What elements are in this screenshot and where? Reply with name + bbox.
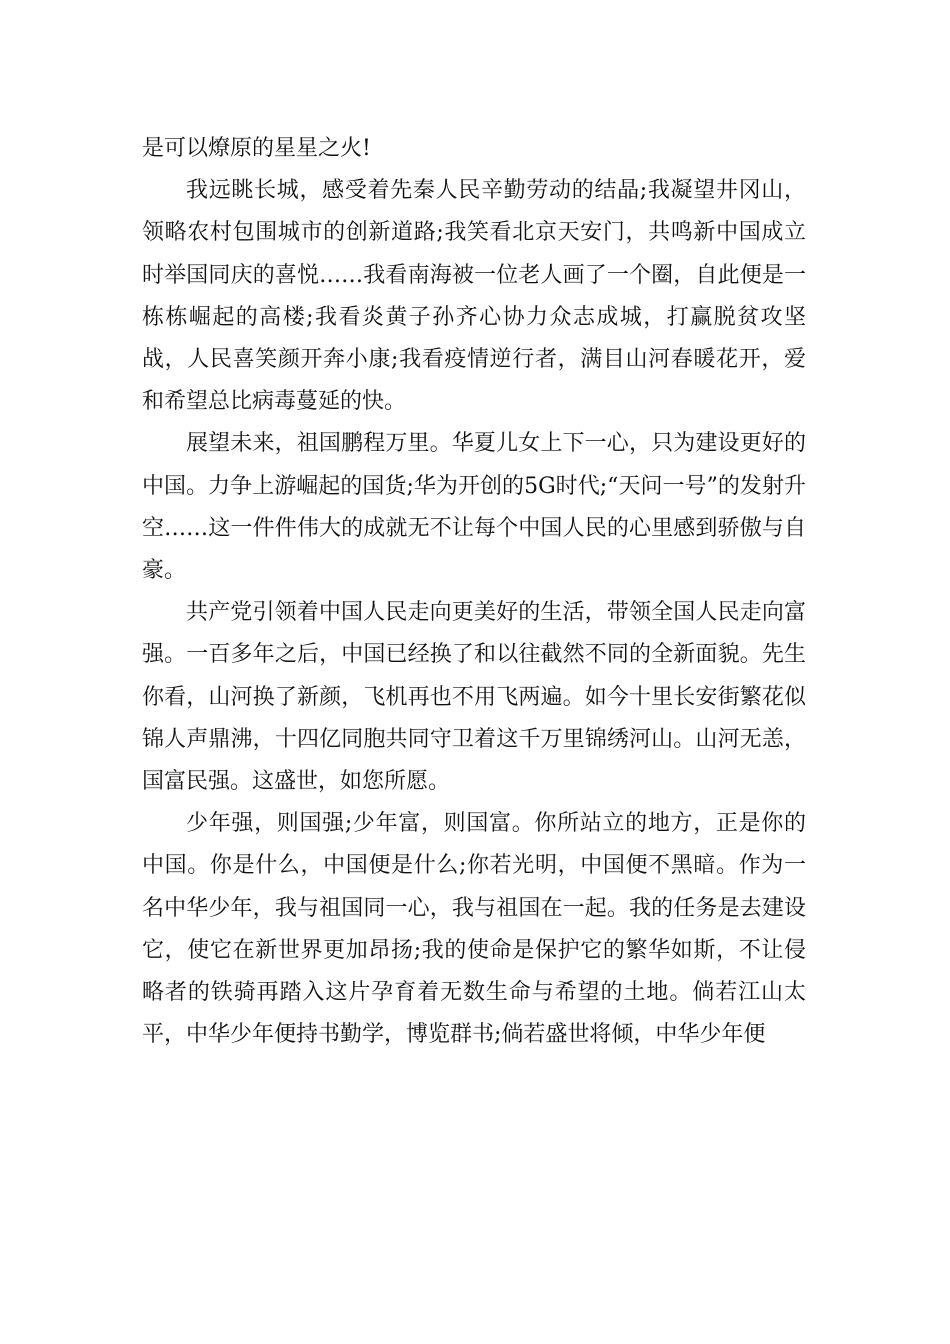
paragraph-youth: 少年强，则国强;少年富，则国富。你所站立的地方，正是你的中国。你是什么，中国便是什么;你若光明，中国便不黑暗。作为一名中华少年，我与祖国同一心，我与祖国在一起。我的任务是去建设它，使它在新世界更加昂扬;我的使命是保护它的繁华如斯，不让侵略者的铁骑再踏入这片孕育着无数生命与希望的土地。倘若江山太平，中华少年便持书勤学，博览群书;倘若盛世将倾，中华少年便 [142,811,806,1048]
paragraph-future: 展望未来，祖国鹏程万里。华夏儿女上下一心，只为建设更好的中国。力争上游崛起的国货;华为开创的5G时代;“天问一号”的发射升空……这一件件伟大的成就无不让每个中国人民的心里感到骄傲与自豪。 [142,431,806,584]
paragraph-continuation: 是可以燎原的星星之火! [142,136,371,161]
document-body [142,128,806,1056]
paragraph-great-wall: 我远眺长城，感受着先秦人民辛勤劳动的结晶;我凝望井冈山，领略农村包围城市的创新道路;我笑看北京天安门，共鸣新中国成立时举国同庆的喜悦……我看南海被一位老人画了一个圈，自此便是一栋栋崛起的高楼;我看炎黄子孙齐心协力众志成城，打赢脱贫攻坚战，人民喜笑颜开奔小康;我看疫情逆行者，满目山河春暖花开，爱和希望总比病毒蔓延的快。 [142,178,806,415]
paragraph-party: 共产党引领着中国人民走向更美好的生活，带领全国人民走向富强。一百多年之后，中国已经换了和以往截然不同的全新面貌。先生你看，山河换了新颜，飞机再也不用飞两遍。如今十里长安街繁花似锦人声鼎沸，十四亿同胞共同守卫着这千万里锦绣河山。山河无恙，国富民强。这盛世，如您所愿。 [142,600,806,795]
